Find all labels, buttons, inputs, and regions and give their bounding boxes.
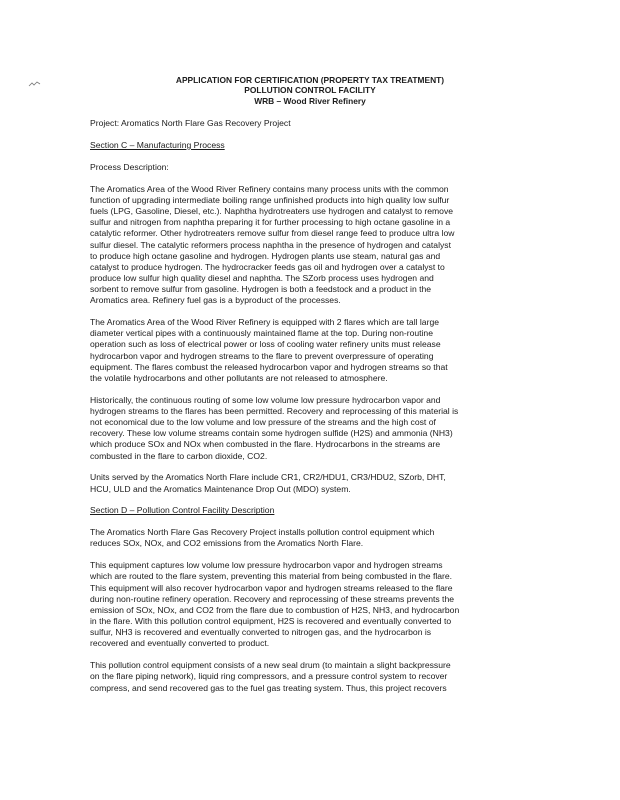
paragraph-line: The Aromatics North Flare Gas Recovery Project installs pollution control equipment which xyxy=(90,527,435,538)
document-body xyxy=(90,118,550,694)
paragraph-line: This pollution control equipment consists of a new seal drum (to maintain a slight backpressure xyxy=(90,660,451,671)
paragraph-line: not economical due to the low volume and low pressure of the streams and the high cost of xyxy=(90,417,436,428)
paragraph-line: the volatile hydrocarbons and other pollutants are not released to atmosphere. xyxy=(90,372,388,383)
paragraph-line: hydrocarbon vapor and hydrogen streams to the flare to prevent overpressure of operating xyxy=(90,350,434,361)
paragraph-line: fuels (LPG, Gasoline, Diesel, etc.). Naphtha hydrotreaters use hydrogen and catalyst to remove xyxy=(90,206,454,217)
paragraph-line: in the flare. With this pollution control equipment, H2S is recovered and eventually converted to xyxy=(90,616,452,627)
paragraph-line: on the flare piping network), liquid ring compressors, and a pressure control system to recover xyxy=(90,671,448,682)
section-c-paragraph-4 xyxy=(90,472,550,494)
section-c-paragraph-2 xyxy=(90,317,550,384)
paragraph-line: to produce high octane gasoline and hydrogen. Hydrogen plants use steam, natural gas and xyxy=(90,250,441,261)
paragraph-line: Historically, the continuous routing of some low volume low pressure hydrocarbon vapor and xyxy=(90,394,441,405)
paragraph-line: during non-routine refinery operation. Recovery and reprocessing of these streams prevents the xyxy=(90,593,455,604)
section-d-heading: Section D – Pollution Control Facility Description xyxy=(90,505,275,516)
paragraph-line: which are routed to the flare system, preventing this material from being combusted in the flare. xyxy=(90,571,453,582)
paragraph-line: compress, and send recovered gas to the fuel gas treating system. Thus, this project recovers xyxy=(90,682,447,693)
paragraph-line: recovery. These low volume streams contain some hydrogen sulfide (H2S) and ammonia (NH3) xyxy=(90,428,453,439)
paragraph-line: recovered and eventually converted to product. xyxy=(90,638,270,649)
paragraph-line: sulfur, NH3 is recovered and eventually converted to nitrogen gas, and the hydrocarbon is xyxy=(90,627,432,638)
section-d-paragraph-3 xyxy=(90,660,550,693)
paragraph-line: operation such as loss of electrical power or loss of cooling water refinery units must release xyxy=(90,339,441,350)
paragraph-line: This equipment captures low volume low pressure hydrocarbon vapor and hydrogen streams xyxy=(90,560,443,571)
section-d-paragraph-2 xyxy=(90,560,550,649)
paragraph-line: reduces SOx, NOx, and CO2 emissions from the Aromatics North Flare. xyxy=(90,538,364,549)
section-d-paragraph-1 xyxy=(90,527,550,549)
header-subtitle: POLLUTION CONTROL FACILITY xyxy=(244,85,376,96)
process-description-label: Process Description: xyxy=(90,161,169,172)
paragraph-line: sorbent to remove sulfur from gasoline. Hydrogen is both a feedstock and a product in the xyxy=(90,284,432,295)
paragraph-line: Units served by the Aromatics North Flare include CR1, CR2/HDU1, CR3/HDU2, SZorb, DHT, xyxy=(90,472,446,483)
paragraph-line: The Aromatics Area of the Wood River Refinery is equipped with 2 flares which are tall large xyxy=(90,317,440,328)
paragraph-line: catalyst to produce hydrogen. The hydrocracker feeds gas oil and hydrogen over a catalyst to xyxy=(90,261,445,272)
paragraph-line: HCU, ULD and the Aromatics Maintenance Drop Out (MDO) system. xyxy=(90,483,351,494)
header-refinery: WRB – Wood River Refinery xyxy=(254,95,366,106)
paragraph-line: emission of SOx, NOx, and CO2 from the flare due to combustion of H2S, NH3, and hydrocarbon xyxy=(90,604,460,615)
paragraph-line: sulfur diesel. The catalytic reformers process naphtha in the presence of hydrogen and catalyst xyxy=(90,239,451,250)
document-header xyxy=(0,75,620,106)
paragraph-line: diameter vertical pipes with a continuously maintained flame at the top. During non-routine xyxy=(90,328,433,339)
paragraph-line: which produce SOx and NOx when combusted in the flare. Hydrocarbons in the streams are xyxy=(90,439,441,450)
paragraph-line: function of upgrading intermediate boiling range unfinished products into high quality low sulfur xyxy=(90,194,450,205)
section-c-paragraph-1 xyxy=(90,184,550,307)
header-title: APPLICATION FOR CERTIFICATION (PROPERTY TAX TREATMENT) xyxy=(175,75,445,85)
paragraph-line: The Aromatics Area of the Wood River Refinery contains many process units with the common xyxy=(90,183,449,194)
paragraph-line: equipment. The flares combust the released hydrocarbon vapor and hydrogen streams so that xyxy=(90,361,448,372)
section-c-paragraph-3 xyxy=(90,395,550,462)
paragraph-line: produce low sulfur high quality diesel and naphtha. The SZorb process uses hydrogen and xyxy=(90,273,434,283)
paragraph-line: This equipment will also recover hydrocarbon vapor and hydrogen streams released to the flare xyxy=(90,582,453,593)
section-c-heading: Section C – Manufacturing Process xyxy=(90,139,225,150)
paragraph-line: hydrogen streams to the flares has been permitted. Recovery and reprocessing of this material is xyxy=(90,405,459,416)
paragraph-line: Aromatics area. Refinery fuel gas is a byproduct of the processes. xyxy=(90,295,341,306)
paragraph-line: catalytic reformer. Other hydrotreaters remove sulfur from diesel range feed to produce ultra low xyxy=(90,228,455,239)
project-line: Project: Aromatics North Flare Gas Recovery Project xyxy=(90,118,291,128)
paragraph-line: combusted in the flare to carbon dioxide, CO2. xyxy=(90,450,268,461)
paragraph-line: sulfur and nitrogen from naphtha preparing it for further processing to high octane gasoline in a xyxy=(90,217,451,228)
